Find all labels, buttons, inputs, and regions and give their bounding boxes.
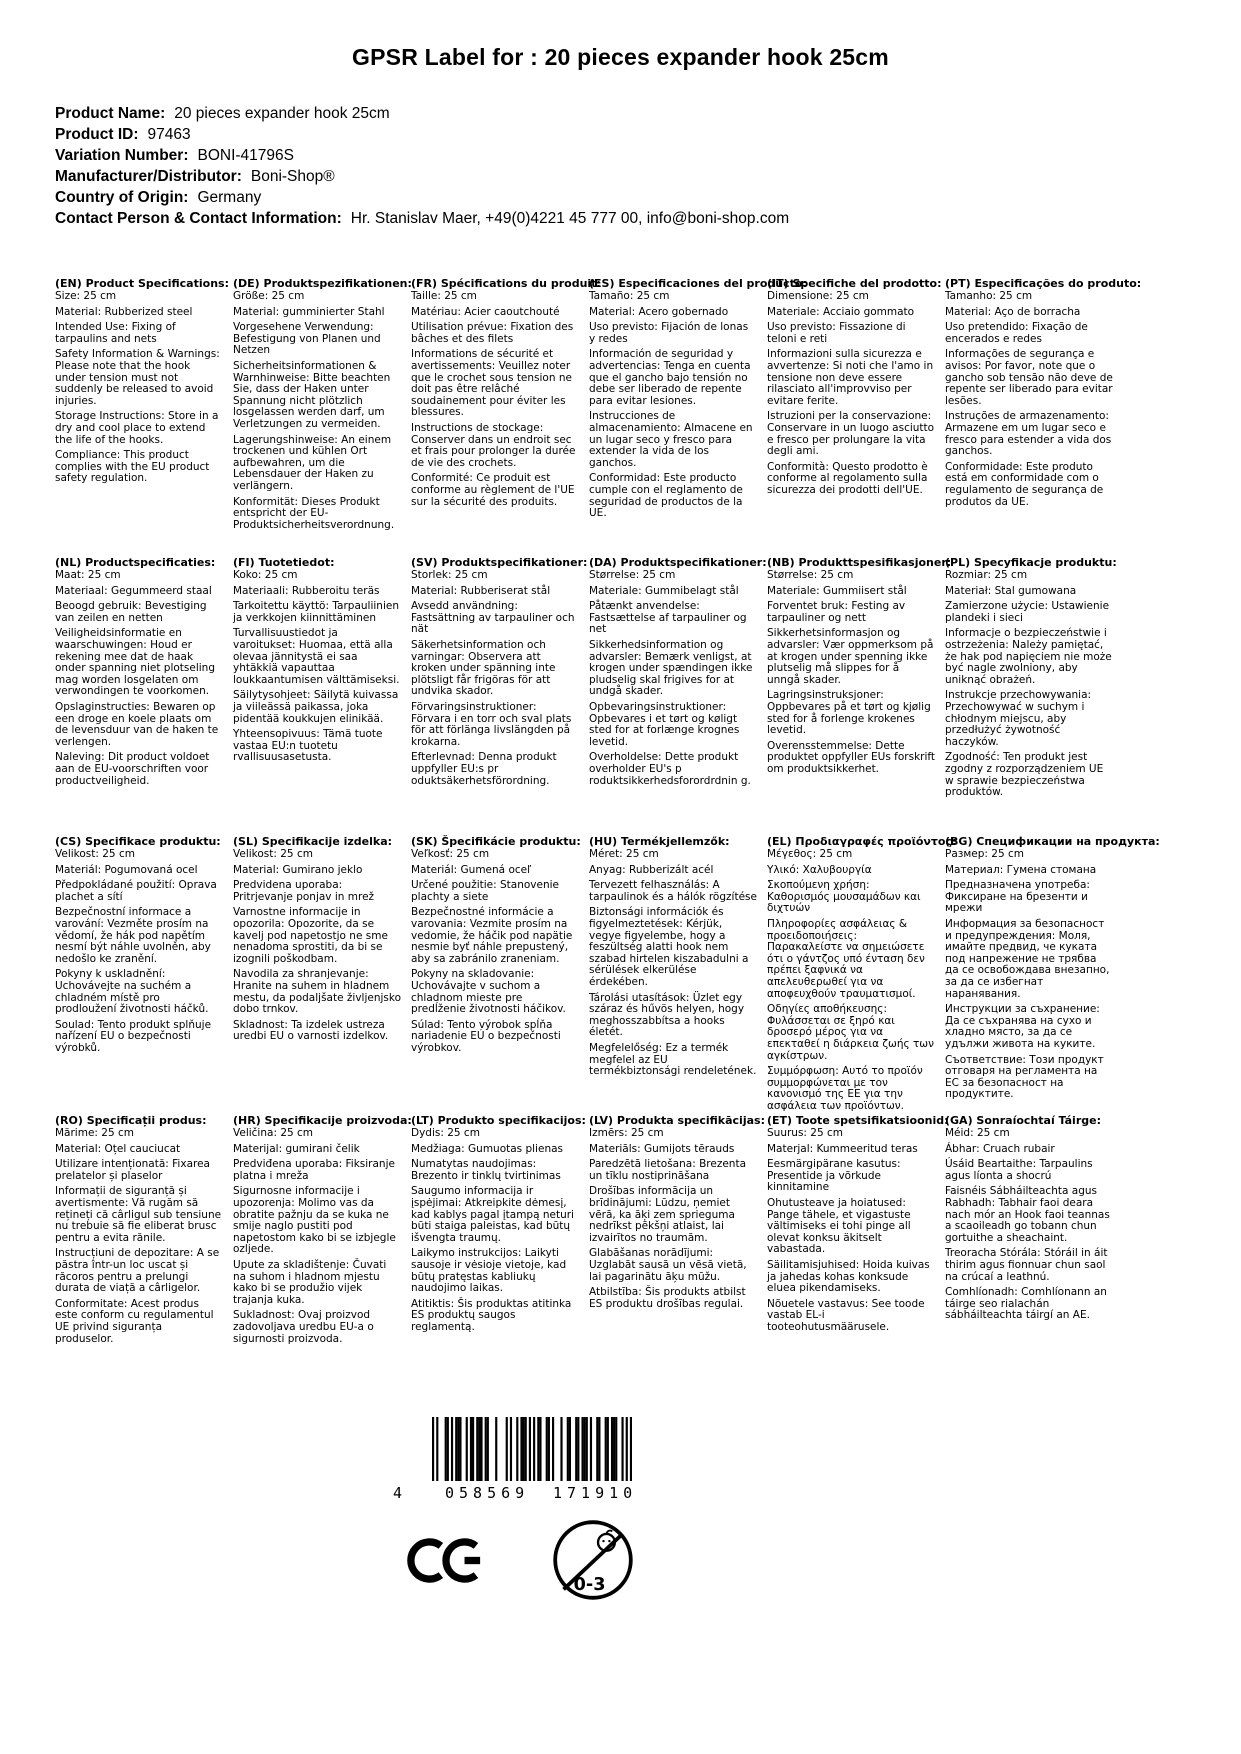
spec-paragraph: Pokyny na skladovanie: Uchovávajte v suchom a chladnom mieste pre predĺženie životnosti háčikov. [411, 968, 566, 1016]
spec-paragraph: Materiāls: Gumijots tērauds [589, 1142, 735, 1155]
spec-block-hr [233, 1114, 412, 1393]
spec-block-cs [55, 835, 223, 1114]
spec-paragraph: Méret: 25 cm [589, 848, 659, 860]
spec-paragraph: Ábhar: Cruach rubair [945, 1142, 1055, 1155]
ean-digits [393, 1484, 693, 1504]
spec-paragraph: Materiál: Pogumovaná ocel [55, 863, 198, 876]
spec-paragraph: Glabāšanas norādījumi: Uzglabāt sausā un vēsā vietā, lai pagarinātu āķu mūžu. [589, 1247, 747, 1283]
spec-paragraph: Materiál: Gumená oceľ [411, 863, 532, 876]
spec-paragraph: Overholdelse: Dette produkt overholder EU's p roduktsikkerhedsforordrdnin g. [589, 751, 751, 787]
spec-paragraph: Información de seguridad y advertencias: Tenga en cuenta que el gancho bajo tensión no debe ser liberado de repente para evitar lesiones. [589, 348, 751, 407]
spec-paragraph: Matériau: Acier caoutchouté [411, 305, 560, 318]
spec-paragraph: Größe: 25 cm [233, 290, 305, 302]
spec-paragraph: Informacje o bezpieczeństwie i ostrzeżenia: Należy pamiętać, że hak pod napięciem nie może być nagle zwolniony, aby uniknąć obrażeń. [945, 627, 1112, 686]
spec-paragraph: Storage Instructions: Store in a dry and cool place to extend the life of the hooks. [55, 410, 219, 446]
spec-paragraph: Size: 25 cm [55, 290, 117, 302]
spec-paragraph: Rozmiar: 25 cm [945, 569, 1028, 581]
ean-digit-prefix: 4 [393, 1484, 408, 1502]
spec-paragraph: Размер: 25 cm [945, 848, 1024, 860]
spec-header-fi: (FI) Tuotetiedot: [233, 556, 335, 569]
spec-paragraph: Comhlíonadh: Comhlíonann an táirge seo rialachán sábháilteachta táirgí an AE. [945, 1286, 1107, 1322]
spec-paragraph: Информация за безопасност и предупреждения: Моля, имайте предвид, че куката под напрежение не трябва да се освобождава внезапно, за да се избегнат наранявания. [945, 917, 1110, 1000]
spec-paragraph: Säilytysohjeet: Säilytä kuivassa ja viileässä paikassa, joka pidentää koukkujen elinikää. [233, 689, 399, 725]
spec-paragraph: Οδηγίες αποθήκευσης: Φυλάσσεται σε ξηρό και δροσερό μέρος για να επεκταθεί η διάρκεια ζωής των αγκίστρων. [767, 1003, 934, 1062]
spec-paragraph: Velikost: 25 cm [233, 848, 313, 860]
spec-paragraph: Ohutusteave ja hoiatused: Pange tähele, et vigastuste vältimiseks ei tohi pinge all olevat konksu äkitselt vabastada. [767, 1196, 911, 1256]
spec-paragraph: Informações de segurança e avisos: Por favor, note que o gancho sob tensão não deve de repente ser liberado para evitar lesões. [945, 348, 1113, 407]
spec-paragraph: Drošības informācija un brīdinājumi: Lūdzu, ņemiet vērā, ka āķi zem sprieguma nedrīkst pēkšņi atlaist, lai izvairītos no traumām. [589, 1185, 735, 1244]
spec-paragraph: Material: Gumirano jeklo [233, 863, 363, 876]
spec-paragraph: Mărime: 25 cm [55, 1127, 134, 1139]
manufacturer-row [55, 166, 1241, 187]
spec-paragraph: Předpokládané použití: Oprava plachet a sítí [55, 879, 217, 903]
spec-header-sv: (SV) Produktspecifikationer: [411, 556, 588, 569]
spec-paragraph: Megfelelőség: Ez a termék megfelel az EU termékbiztonsági rendeletének. [589, 1041, 757, 1078]
spec-block-hu [589, 835, 757, 1114]
age-warning-text: 0-3 [573, 1575, 606, 1596]
spec-paragraph: Medžiaga: Gumuotas plienas [411, 1142, 563, 1155]
spec-paragraph: Veličina: 25 cm [233, 1127, 314, 1139]
spec-paragraph: Izmērs: 25 cm [589, 1127, 664, 1139]
spec-header-lv: (LV) Produkta specifikācijas: [589, 1114, 765, 1127]
spec-paragraph: Størrelse: 25 cm [589, 569, 676, 581]
spec-paragraph: Bezpečnostní informace a varování: Vezměte prosím na vědomí, že hák pod napětím nesmí být náhle uvolněn, aby nedošlo ke zranění. [55, 906, 211, 965]
product-info-block [55, 103, 1241, 229]
spec-paragraph: Koko: 25 cm [233, 569, 298, 581]
spec-block-bg [945, 835, 1160, 1114]
spec-paragraph: Eesmärgipärane kasutus: Presentide ja võrkude kinnitamine [767, 1158, 901, 1194]
spec-block-lv [589, 1114, 765, 1393]
spec-paragraph: Sicherheitsinformationen & Warnhinweise: Bitte beachten Sie, dass der Haken unter Spannung nicht plötzlich losgelassen werden darf, um Verletzungen zu vermeiden. [233, 359, 391, 430]
spec-block-sk [411, 835, 579, 1114]
spec-block-el [767, 835, 957, 1114]
spec-header-es: (ES) Especificaciones del producto: [589, 277, 807, 290]
spec-paragraph: Uso previsto: Fissazione di teloni e reti [767, 321, 906, 345]
spec-header-pl: (PL) Specyfikacje produktu: [945, 556, 1117, 569]
spec-paragraph: Conformità: Questo prodotto è conforme al regolamento sulla sicurezza dei prodotti dell'UE. [767, 460, 928, 496]
spec-paragraph: Predvidena uporaba: Pritrjevanje ponjav in mrež [233, 879, 375, 903]
spec-header-ga: (GA) Sonraíochtaí Táirge: [945, 1114, 1101, 1127]
spec-paragraph: Uso previsto: Fijación de lonas y redes [589, 321, 749, 345]
spec-paragraph: Conformidade: Este produto está em conformidade com o regulamento de segurança de produtos da UE. [945, 460, 1104, 508]
spec-paragraph: Méid: 25 cm [945, 1127, 1010, 1139]
spec-paragraph: Safety Information & Warnings: Please note that the hook under tension must not suddenly be released to avoid injuries. [55, 348, 220, 407]
product-name-label: Product Name: [55, 105, 166, 122]
spec-block-lt [411, 1114, 586, 1393]
spec-paragraph: Instrucciones de almacenamiento: Almacene en un lugar seco y fresco para extender la vida de los ganchos. [589, 410, 753, 469]
spec-paragraph: Material: Oțel cauciucat [55, 1142, 181, 1155]
product-name-value: 20 pieces expander hook 25cm [174, 105, 390, 122]
spec-paragraph: Turvallisuustiedot ja varoitukset: Huomaa, että alla olevaa jännitystä ei saa yhtäkkiä vapauttaa loukkaantumisen välttämiseksi. [233, 627, 400, 686]
spec-block-da [589, 556, 767, 835]
spec-block-it [767, 277, 942, 556]
spec-paragraph: Efterlevnad: Denna produkt uppfyller EU:s pr oduktsäkerhetsförordning. [411, 751, 557, 787]
spec-paragraph: Instruções de armazenamento: Armazene em um lugar seco e fresco para estender a vida dos ganchos. [945, 410, 1112, 458]
spec-paragraph: Konformität: Dieses Produkt entspricht der EU-Produktsicherheitsverordnung. [233, 495, 395, 531]
spec-header-de: (DE) Produktspezifikationen: [233, 277, 412, 290]
spec-paragraph: Material: Rubberized steel [55, 305, 193, 318]
spec-paragraph: Säkerhetsinformation och varningar: Observera att kroken under spänning inte plötsligt får frigöras för att undvika skador. [411, 638, 556, 698]
spec-paragraph: Nõuetele vastavus: See toode vastab EL-i tooteohutusmäärusele. [767, 1297, 925, 1333]
spec-paragraph: Materiaali: Rubberoitu teräs [233, 584, 380, 597]
spec-header-cs: (CS) Specifikace produktu: [55, 835, 221, 848]
spec-paragraph: Forventet bruk: Festing av tarpauliner og nett [767, 600, 906, 624]
contact-value: Hr. Stanislav Maer, +49(0)4221 45 777 00, info@boni-shop.com [350, 210, 790, 227]
country-of-origin-row [55, 187, 1241, 208]
spec-paragraph: Naleving: Dit product voldoet aan de EU-voorschriften voor productveiligheid. [55, 751, 210, 787]
spec-header-it: (IT) Specifiche del prodotto: [767, 277, 942, 290]
spec-paragraph: Veľkosť: 25 cm [411, 848, 490, 860]
spec-paragraph: Zgodność: Ten produkt jest zgodny z rozporządzeniem UE w sprawie bezpieczeństwa produktów. [945, 751, 1104, 799]
spec-paragraph: Utilisation prévue: Fixation des bâches et des filets [411, 321, 574, 345]
spec-paragraph: Informații de siguranță și avertismente: Vă rugăm să rețineți că cârligul sub tensiune nu trebuie să fie eliberat brusc pentru a evita rănile. [55, 1185, 222, 1244]
spec-paragraph: Opbevaringsinstruktioner: Opbevares i et tørt og køligt sted for at forlænge krognes levetid. [589, 700, 740, 748]
language-spec-grid [55, 277, 1241, 1393]
spec-paragraph: Σκοπούμενη χρήση: Καθορισμός μουσαμάδων και διχτυών [767, 879, 921, 915]
spec-paragraph: Maat: 25 cm [55, 569, 121, 581]
spec-block-nl [55, 556, 223, 835]
spec-paragraph: Sukladnost: Ovaj proizvod zadovoljava uredbu EU-a o sigurnosti proizvoda. [233, 1309, 374, 1345]
spec-paragraph: Tarkoitettu käyttö: Tarpauliinien ja verkkojen kiinnittäminen [233, 600, 399, 624]
spec-paragraph: Saugumo informacija ir įspėjimai: Atkreipkite dėmesį, kad kablys pagal įtampą neturi būti staiga paleistas, kad būtų išvengta traumų. [411, 1185, 574, 1244]
country-of-origin-label: Country of Origin: [55, 189, 189, 206]
spec-paragraph: Tárolási utasítások: Üzlet egy száraz és hűvös helyen, hogy meghosszabbítsa a hooks életét. [589, 991, 745, 1039]
spec-header-ro: (RO) Specificații produs: [55, 1114, 207, 1127]
spec-paragraph: Material: Acero gobernado [589, 305, 729, 318]
spec-paragraph: Overensstemmelse: Dette produktet oppfyller EUs forskrift om produktsikkerhet. [767, 739, 936, 775]
spec-paragraph: Compliance: This product complies with the EU product safety regulation. [55, 449, 210, 485]
spec-header-bg: (BG) Спецификации на продукта: [945, 835, 1160, 848]
product-name-row [55, 103, 1241, 124]
spec-paragraph: Tervezett felhasználás: A tarpaulinok és a hálók rögzítése [589, 879, 757, 903]
spec-header-et: (ET) Toote spetsifikatsioonid: [767, 1114, 949, 1127]
spec-paragraph: Material: Aço de borracha [945, 305, 1081, 318]
spec-paragraph: Materiale: Gummiisert stål [767, 584, 907, 597]
spec-paragraph: Opslaginstructies: Bewaren op een droge en koele plaats om de levensduur van de haken te verlengen. [55, 700, 219, 748]
spec-paragraph: Intended Use: Fixing of tarpaulins and nets [55, 321, 176, 345]
page-title: GPSR Label for : 20 pieces expander hook 25cm [352, 44, 889, 70]
spec-paragraph: Taille: 25 cm [411, 290, 477, 302]
spec-header-nl: (NL) Productspecificaties: [55, 556, 216, 569]
spec-block-es [589, 277, 807, 556]
spec-paragraph: Sikkerhetsinformasjon og advarsler: Vær oppmerksom på at krogen under spenning ikke plutselig må slippes for å unngå skader. [767, 627, 934, 686]
spec-paragraph: Säilitamisjuhised: Hoida kuivas ja jahedas kohas konksude eluea pikendamiseks. [767, 1258, 930, 1295]
spec-paragraph: Lagringsinstruksjoner: Oppbevares på et tørt og kjølig sted for å forlenge krokenes levetid. [767, 689, 931, 737]
spec-paragraph: Materiał: Stal gumowana [945, 584, 1077, 597]
spec-paragraph: Storlek: 25 cm [411, 569, 488, 581]
spec-paragraph: Πληροφορίες ασφάλειας & προειδοποιήσεις: Παρακαλείστε να σημειώσετε ότι ο γάντζος υπό ένταση δεν πρέπει ξαφνικά να απελευθερωθεί για να αποφευχθούν τραυματισμοί. [767, 917, 925, 1000]
spec-paragraph: Dimensione: 25 cm [767, 290, 869, 302]
manufacturer-label: Manufacturer/Distributor: [55, 168, 242, 185]
spec-paragraph: Συμμόρφωση: Αυτό το προϊόν συμμορφώνεται με τον κανονισμό της ΕΕ για την ασφάλεια των προϊόντων. [767, 1065, 923, 1112]
spec-block-en [55, 277, 229, 556]
spec-block-fi [233, 556, 401, 835]
spec-block-pt [945, 277, 1142, 556]
spec-header-el: (EL) Προδιαγραφές προϊόντος: [767, 835, 957, 848]
spec-paragraph: Förvaringsinstruktioner: Förvara i en torr och sval plats för att förlänga livslängden på krokarna. [411, 700, 572, 748]
ce-mark-icon [407, 1536, 485, 1585]
spec-paragraph: Soulad: Tento produkt splňuje nařízení EU o bezpečnosti výrobků. [55, 1018, 212, 1054]
ean-barcode [393, 1417, 693, 1504]
spec-header-hu: (HU) Termékjellemzők: [589, 835, 730, 848]
spec-paragraph: Beoogd gebruik: Bevestiging van zeilen en netten [55, 600, 207, 624]
age-warning-0-3-icon [551, 1516, 635, 1604]
spec-paragraph: Faisnéis Sábháilteachta agus Rabhadh: Tabhair faoi deara nach mór an Hook faoi teannas a scaoileadh go tobann chun gortuithe a sheachaint. [945, 1185, 1110, 1244]
variation-number-value: BONI-41796S [197, 147, 294, 164]
spec-block-et [767, 1114, 949, 1393]
spec-paragraph: Informations de sécurité et avertissements: Veuillez noter que le crochet sous tension ne doit pas être relâché soudainement pour éviter les blessures. [411, 348, 572, 419]
spec-paragraph: Tamanho: 25 cm [945, 290, 1033, 302]
spec-paragraph: Biztonsági információk és figyelmeztetések: Kérjük, vegye figyelembe, hogy a feszültség alatti hook nem szabad hirtelen kiszabadulni a sérülések elkerülése érdekében. [589, 906, 749, 988]
spec-paragraph: Materjal: Kummeeritud teras [767, 1142, 918, 1155]
manufacturer-value: Boni-Shop® [250, 168, 335, 185]
spec-paragraph: Skladnost: Ta izdelek ustreza uredbi EU o varnosti izdelkov. [233, 1018, 389, 1043]
spec-header-fr: (FR) Spécifications du produit: [411, 277, 601, 290]
spec-header-sk: (SK) Špecifikácie produktu: [411, 835, 581, 848]
spec-paragraph: Материал: Гумена стомана [945, 863, 1097, 876]
spec-paragraph: Súlad: Tento výrobok spĺňa nariadenie EÚ o bezpečnosti výrobkov. [411, 1018, 561, 1054]
spec-paragraph: Istruzioni per la conservazione: Conservare in un luogo asciutto e fresco per prolungare la vita degli ami. [767, 410, 935, 458]
spec-header-sl: (SL) Specifikacije izdelka: [233, 835, 393, 848]
spec-paragraph: Suurus: 25 cm [767, 1127, 843, 1139]
barcode-bars-icon [432, 1417, 632, 1481]
spec-paragraph: Conformité: Ce produit est conforme au règlement de l'UE sur la sécurité des produits. [411, 472, 575, 508]
spec-paragraph: Yhteensopivuus: Tämä tuote vastaa EU:n tuotetu rvallisuusasetusta. [233, 728, 383, 764]
spec-block-nb [767, 556, 952, 835]
product-id-value: 97463 [147, 126, 191, 143]
spec-paragraph: Navodila za shranjevanje: Hranite na suhem in hladnem mestu, da podaljšate življenjsko dobo trnkov. [233, 968, 401, 1016]
spec-paragraph: Tamaño: 25 cm [589, 290, 670, 302]
spec-paragraph: Materijal: gumirani čelik [233, 1142, 360, 1155]
spec-paragraph: Инструкции за съхранение: Да се съхранява на сухо и хладно място, за да се удължи живота на куките. [945, 1003, 1100, 1050]
spec-paragraph: Zamierzone użycie: Ustawienie plandeki i sieci [945, 600, 1110, 624]
spec-paragraph: Vorgesehene Verwendung: Befestigung von Planen und Netzen [233, 321, 381, 357]
contact-label: Contact Person & Contact Information: [55, 210, 342, 227]
ean-digit-group-right: 171910 [553, 1484, 638, 1502]
product-id-label: Product ID: [55, 126, 139, 143]
spec-paragraph: Lagerungshinweise: An einem trockenen und kühlen Ort aufbewahren, um die Lebensdauer der Haken zu verlängern. [233, 433, 392, 492]
product-id-row [55, 124, 1241, 145]
spec-paragraph: Materiale: Acciaio gommato [767, 305, 915, 318]
spec-block-fr [411, 277, 601, 556]
spec-header-pt: (PT) Especificações do produto: [945, 277, 1142, 290]
spec-paragraph: Sikkerhedsinformation og advarsler: Bemærk venligst, at krogen under spændingen ikke pludselig skal frigives for at undgå skader. [589, 638, 753, 698]
spec-paragraph: Paredzētā lietošana: Brezenta un tīklu nostiprināšana [589, 1158, 746, 1182]
spec-paragraph: Dydis: 25 cm [411, 1127, 480, 1139]
spec-paragraph: Velikost: 25 cm [55, 848, 135, 860]
spec-paragraph: Instrucțiuni de depozitare: A se păstra într-un loc uscat și răcoros pentru a prelungi durata de viață a cârligelor. [55, 1247, 220, 1295]
spec-paragraph: Bezpečnostné informácie a varovania: Vezmite prosím na vedomie, že háčik pod napätie nesmie byť náhle prepustený, aby sa zabránilo zraneniam. [411, 906, 573, 965]
spec-paragraph: Μέγεθος: 25 cm [767, 848, 853, 860]
spec-paragraph: Určené použitie: Stanovenie plachty a siete [411, 879, 559, 903]
spec-block-ga [945, 1114, 1113, 1393]
spec-block-pl [945, 556, 1117, 835]
spec-header-lt: (LT) Produkto specifikacijos: [411, 1114, 586, 1127]
variation-number-label: Variation Number: [55, 147, 189, 164]
variation-number-row [55, 145, 1241, 166]
spec-paragraph: Avsedd användning: Fastsättning av tarpauliner och nät [411, 600, 575, 636]
spec-header-hr: (HR) Specifikacije proizvoda: [233, 1114, 412, 1127]
country-of-origin-value: Germany [197, 189, 262, 206]
spec-paragraph: Varnostne informacije in opozorila: Opozorite, da se kavelj pod napetostjo ne sme nenadoma sprostiti, da bi se izognili poškodbam. [233, 906, 388, 965]
spec-paragraph: Upute za skladištenje: Čuvati na suhom i hladnom mjestu kako bi se produžio vijek trajanja kuka. [233, 1258, 387, 1306]
spec-paragraph: Material: Rubberiserat stål [411, 584, 551, 597]
spec-block-sl [233, 835, 401, 1114]
spec-paragraph: Påtænkt anvendelse: Fastsættelse af tarpauliner og net [589, 600, 747, 636]
spec-header-da: (DA) Produktspecifikationer: [589, 556, 767, 569]
spec-paragraph: Størrelse: 25 cm [767, 569, 854, 581]
bottom-area [393, 1417, 723, 1604]
spec-paragraph: Utilizare intenționată: Fixarea prelatelor și plaselor [55, 1158, 210, 1182]
spec-paragraph: Úsáid Beartaithe: Tarpaulins agus líonta a shocrú [945, 1158, 1093, 1182]
spec-paragraph: Materiale: Gummibelagt stål [589, 584, 739, 597]
spec-paragraph: Uso pretendido: Fixação de encerados e redes [945, 321, 1088, 345]
spec-paragraph: Anyag: Rubberizált acél [589, 863, 714, 876]
spec-paragraph: Veiligheidsinformatie en waarschuwingen: Houd er rekening mee dat de haak onder spanning niet plotseling mag worden losgelaten om verwondingen te voorkomen. [55, 627, 216, 698]
spec-paragraph: Atitiktis: Šis produktas atitinka ES produktų saugos reglamentą. [411, 1297, 572, 1333]
spec-block-ro [55, 1114, 223, 1393]
spec-paragraph: Instrukcje przechowywania: Przechowywać w suchym i chłodnym miejscu, aby przedłużyć żywotność haczyków. [945, 689, 1092, 748]
spec-paragraph: Materiaal: Gegummeerd staal [55, 584, 212, 597]
spec-paragraph: Sigurnosne informacije i upozorenja: Molimo vas da obratite pažnju da se kuka ne smije naglo pustiti pod napetostom kako bi se izbjegle ozljede. [233, 1185, 396, 1256]
spec-paragraph: Predviđena uporaba: Fiksiranje platna i mreža [233, 1158, 395, 1182]
spec-paragraph: Material: gumminierter Stahl [233, 305, 385, 318]
spec-paragraph: Laikymo instrukcijos: Laikyti sausoje ir vėsioje vietoje, kad būtų pratęstas kabliukų naudojimo laikas. [411, 1247, 567, 1295]
spec-paragraph: Informazioni sulla sicurezza e avvertenze: Si noti che l'amo in tensione non deve essere rilasciato all'improvviso per evitare ferite. [767, 348, 934, 407]
spec-paragraph: Treoracha Stórála: Stóráil in áit thirim agus fionnuar chun saol na crúcaí a leathnú. [945, 1247, 1108, 1283]
spec-paragraph: Conformidad: Este producto cumple con el reglamento de seguridad de productos de la UE. [589, 472, 743, 520]
spec-header-en: (EN) Product Specifications: [55, 277, 229, 290]
spec-paragraph: Pokyny k uskladnění: Uchovávejte na suchém a chladném místě pro prodloužení životnosti háčků. [55, 968, 209, 1016]
ean-digit-group-left: 058569 [445, 1484, 530, 1502]
spec-paragraph: Υλικό: Χαλυβουργία [767, 863, 872, 876]
spec-block-de [233, 277, 412, 556]
compliance-marks [407, 1516, 723, 1604]
contact-row [55, 208, 1241, 229]
spec-block-sv [411, 556, 588, 835]
spec-paragraph: Предназначена употреба: Фиксиране на брезенти и мрежи [945, 879, 1090, 915]
spec-paragraph: Instructions de stockage: Conserver dans un endroit sec et frais pour prolonger la durée de vie des crochets. [411, 421, 576, 469]
spec-paragraph: Atbilstība: Šis produkts atbilst ES produktu drošības regulai. [589, 1286, 746, 1310]
spec-paragraph: Numatytas naudojimas: Brezento ir tinklų tvirtinimas [411, 1158, 561, 1182]
spec-header-nb: (NB) Produkttspesifikasjoner: [767, 556, 952, 569]
spec-paragraph: Conformitate: Acest produs este conform cu regulamentul UE privind siguranța produselor. [55, 1297, 214, 1345]
spec-paragraph: Съответствие: Този продукт отговаря на регламента на ЕС за безопасност на продуктите. [945, 1053, 1104, 1101]
